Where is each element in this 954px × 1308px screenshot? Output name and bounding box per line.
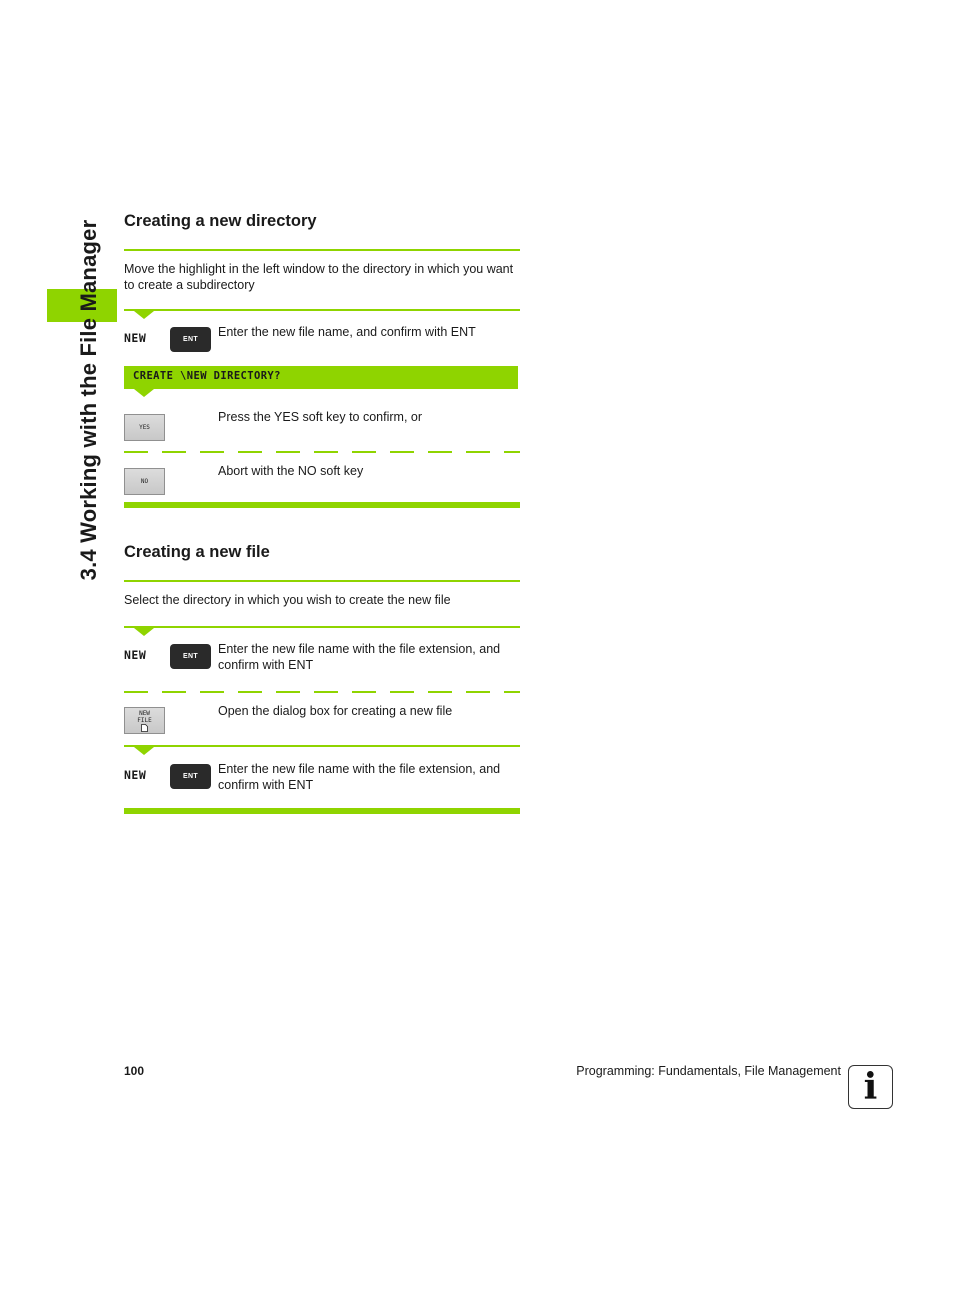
new-file-softkey-line2: FILE (137, 716, 152, 724)
ent-key[interactable]: ENT (170, 764, 211, 789)
dashed-separator (124, 451, 520, 453)
section-heading-file: Creating a new file (124, 543, 270, 561)
step-rule (124, 745, 520, 747)
dashed-separator (124, 691, 520, 693)
step-text: Enter the new file name with the file extension, and confirm with ENT (218, 642, 501, 672)
section-intro: Move the highlight in the left window to the directory in which you want to create a subdirectory (124, 262, 514, 292)
new-file-softkey[interactable] (124, 707, 165, 734)
section-rule (124, 580, 520, 582)
step-text: Open the dialog box for creating a new file (218, 704, 453, 718)
no-softkey[interactable] (124, 468, 165, 495)
section-intro: Select the directory in which you wish to create the new file (124, 593, 451, 607)
section-end-rule (124, 808, 520, 814)
info-icon-glyph: i (863, 1066, 878, 1108)
step-pointer (134, 389, 154, 397)
file-icon (141, 724, 148, 732)
section-heading-directory: Creating a new directory (124, 212, 317, 230)
new-label: NEW (124, 331, 147, 345)
step-text: Enter the new file name, and confirm with ENT (218, 325, 476, 339)
new-file-softkey-line1: NEW (139, 709, 150, 717)
step-text: Enter the new file name with the file extension, and confirm with ENT (218, 762, 501, 792)
step-rule (124, 309, 520, 311)
ent-key[interactable]: ENT (170, 327, 211, 352)
new-label: NEW (124, 648, 147, 662)
dialog-prompt-text: CREATE \NEW DIRECTORY? (133, 370, 281, 382)
step-pointer (134, 747, 154, 755)
step-text: Abort with the NO soft key (218, 464, 364, 478)
yes-softkey[interactable] (124, 414, 165, 441)
section-rule (124, 249, 520, 251)
step-pointer (134, 311, 154, 319)
dialog-prompt-banner (124, 366, 518, 389)
yes-softkey-label: YES (139, 424, 150, 431)
step-rule (124, 626, 520, 628)
footer-title: Programming: Fundamentals, File Management (576, 1064, 841, 1078)
new-label: NEW (124, 768, 147, 782)
chapter-title-text: 3.4 Working with the File Manager (76, 219, 101, 581)
step-text: Press the YES soft key to confirm, or (218, 410, 423, 424)
info-icon (848, 1065, 893, 1109)
section-end-rule (124, 502, 520, 508)
page-number: 100 (124, 1064, 145, 1078)
no-softkey-label: NO (140, 478, 149, 485)
step-pointer (134, 628, 154, 636)
ent-key[interactable]: ENT (170, 644, 211, 669)
